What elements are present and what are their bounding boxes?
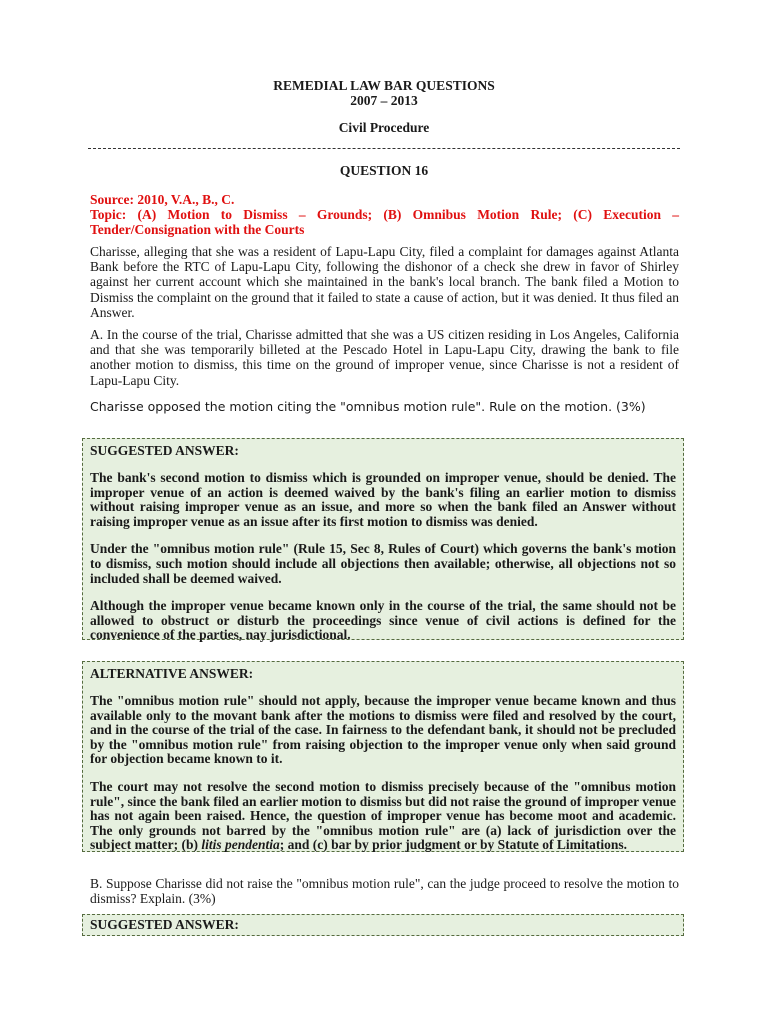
question-part-b: B. Suppose Charisse did not raise the "omnibus motion rule", can the judge proceed to resolve the motion to dismiss? Explain. (3%) bbox=[90, 876, 679, 907]
question-source-topic bbox=[90, 192, 679, 237]
section-title: Civil Procedure bbox=[338, 120, 430, 135]
alternative-answer-heading: ALTERNATIVE ANSWER: bbox=[90, 666, 254, 681]
answer-paragraph: Under the "omnibus motion rule" (Rule 15, Sec 8, Rules of Court) which governs the bank's motion to dismiss, such motion should include all objections then available; otherwise, all objections not so included shall be deemed waived. bbox=[90, 541, 676, 586]
question-source: Source: 2010, V.A., B., C. bbox=[90, 192, 235, 207]
answer-text: The court may not resolve the second motion to dismiss precisely because of the "omnibus motion rule", since the bank filed an earlier motion to dismiss but did not raise the ground of improper venue has not again been raised. Hence, the question of improper venue has become moot and academic. The only grounds not barred by the "omnibus motion rule" are (a) lack of jurisdiction over the subject matter; (b) bbox=[90, 778, 676, 853]
italic-term: litis pendentia bbox=[201, 837, 280, 853]
suggested-answer-box bbox=[82, 438, 684, 643]
answer-paragraph: The bank's second motion to dismiss which is grounded on improper venue, should be denied. The improper venue of an action is deemed waived by the bank's filing an earlier motion to dismiss without raising improper venue as an issue, and more so when the bank filed an Answer without raising improper venue as an issue after its first motion to dismiss was denied. bbox=[90, 470, 676, 529]
question-facts: Charisse, alleging that she was a resident of Lapu-Lapu City, filed a complaint for damages against Atlanta Bank before the RTC of Lapu-Lapu City, following the dishonor of a check she drew in favor of Shirley against her current account which she maintained in the bank's local branch. The bank filed a Motion to Dismiss the complaint on the ground that it failed to state a cause of action, but it was denied. It thus filed an Answer. bbox=[90, 244, 679, 320]
question-part-a-prompt: Charisse opposed the motion citing the "omnibus motion rule". Rule on the motion. (3%) bbox=[90, 399, 646, 414]
question-number: QUESTION 16 bbox=[339, 163, 429, 178]
question-part-a: A. In the course of the trial, Charisse admitted that she was a US citizen residing in Los Angeles, California and that she was temporarily billeted at the Pescado Hotel in Lapu-Lapu City, drawing the bank to file another motion to dismiss, this time on the ground of improper venue, since Charisse is not a resident of Lapu-Lapu City. bbox=[90, 327, 679, 388]
suggested-answer-heading: SUGGESTED ANSWER: bbox=[90, 917, 239, 932]
answer-text-tail: ; and (c) bar by prior judgment or by Statute of Limitations. bbox=[279, 837, 627, 853]
answer-paragraph bbox=[90, 780, 676, 853]
question-topic: Topic: (A) Motion to Dismiss – Grounds; (B) Omnibus Motion Rule; (C) Execution – Tender/Consignation with the Courts bbox=[90, 207, 679, 237]
document-title: REMEDIAL LAW BAR QUESTIONS bbox=[273, 78, 495, 93]
answer-paragraph: The "omnibus motion rule" should not apply, because the improper venue became known and thus available only to the movant bank after the motions to dismiss were filed and resolved by the court, and in the course of the trial of the case. In fairness to the defendant bank, it should not be precluded by the "omnibus motion rule" from raising objection to the improper venue only when said ground for objection became known to it. bbox=[90, 693, 676, 767]
dashed-divider bbox=[88, 148, 680, 149]
document-years: 2007 – 2013 bbox=[350, 93, 418, 108]
suggested-answer-heading: SUGGESTED ANSWER: bbox=[90, 443, 239, 458]
alternative-answer-box bbox=[82, 661, 684, 852]
answer-paragraph: Although the improper venue became known only in the course of the trial, the same should not be allowed to obstruct or disturb the proceedings since venue of civil actions is defined for the convenience of the parties, nay jurisdictional. bbox=[90, 598, 676, 643]
suggested-answer-box-b bbox=[82, 914, 684, 936]
